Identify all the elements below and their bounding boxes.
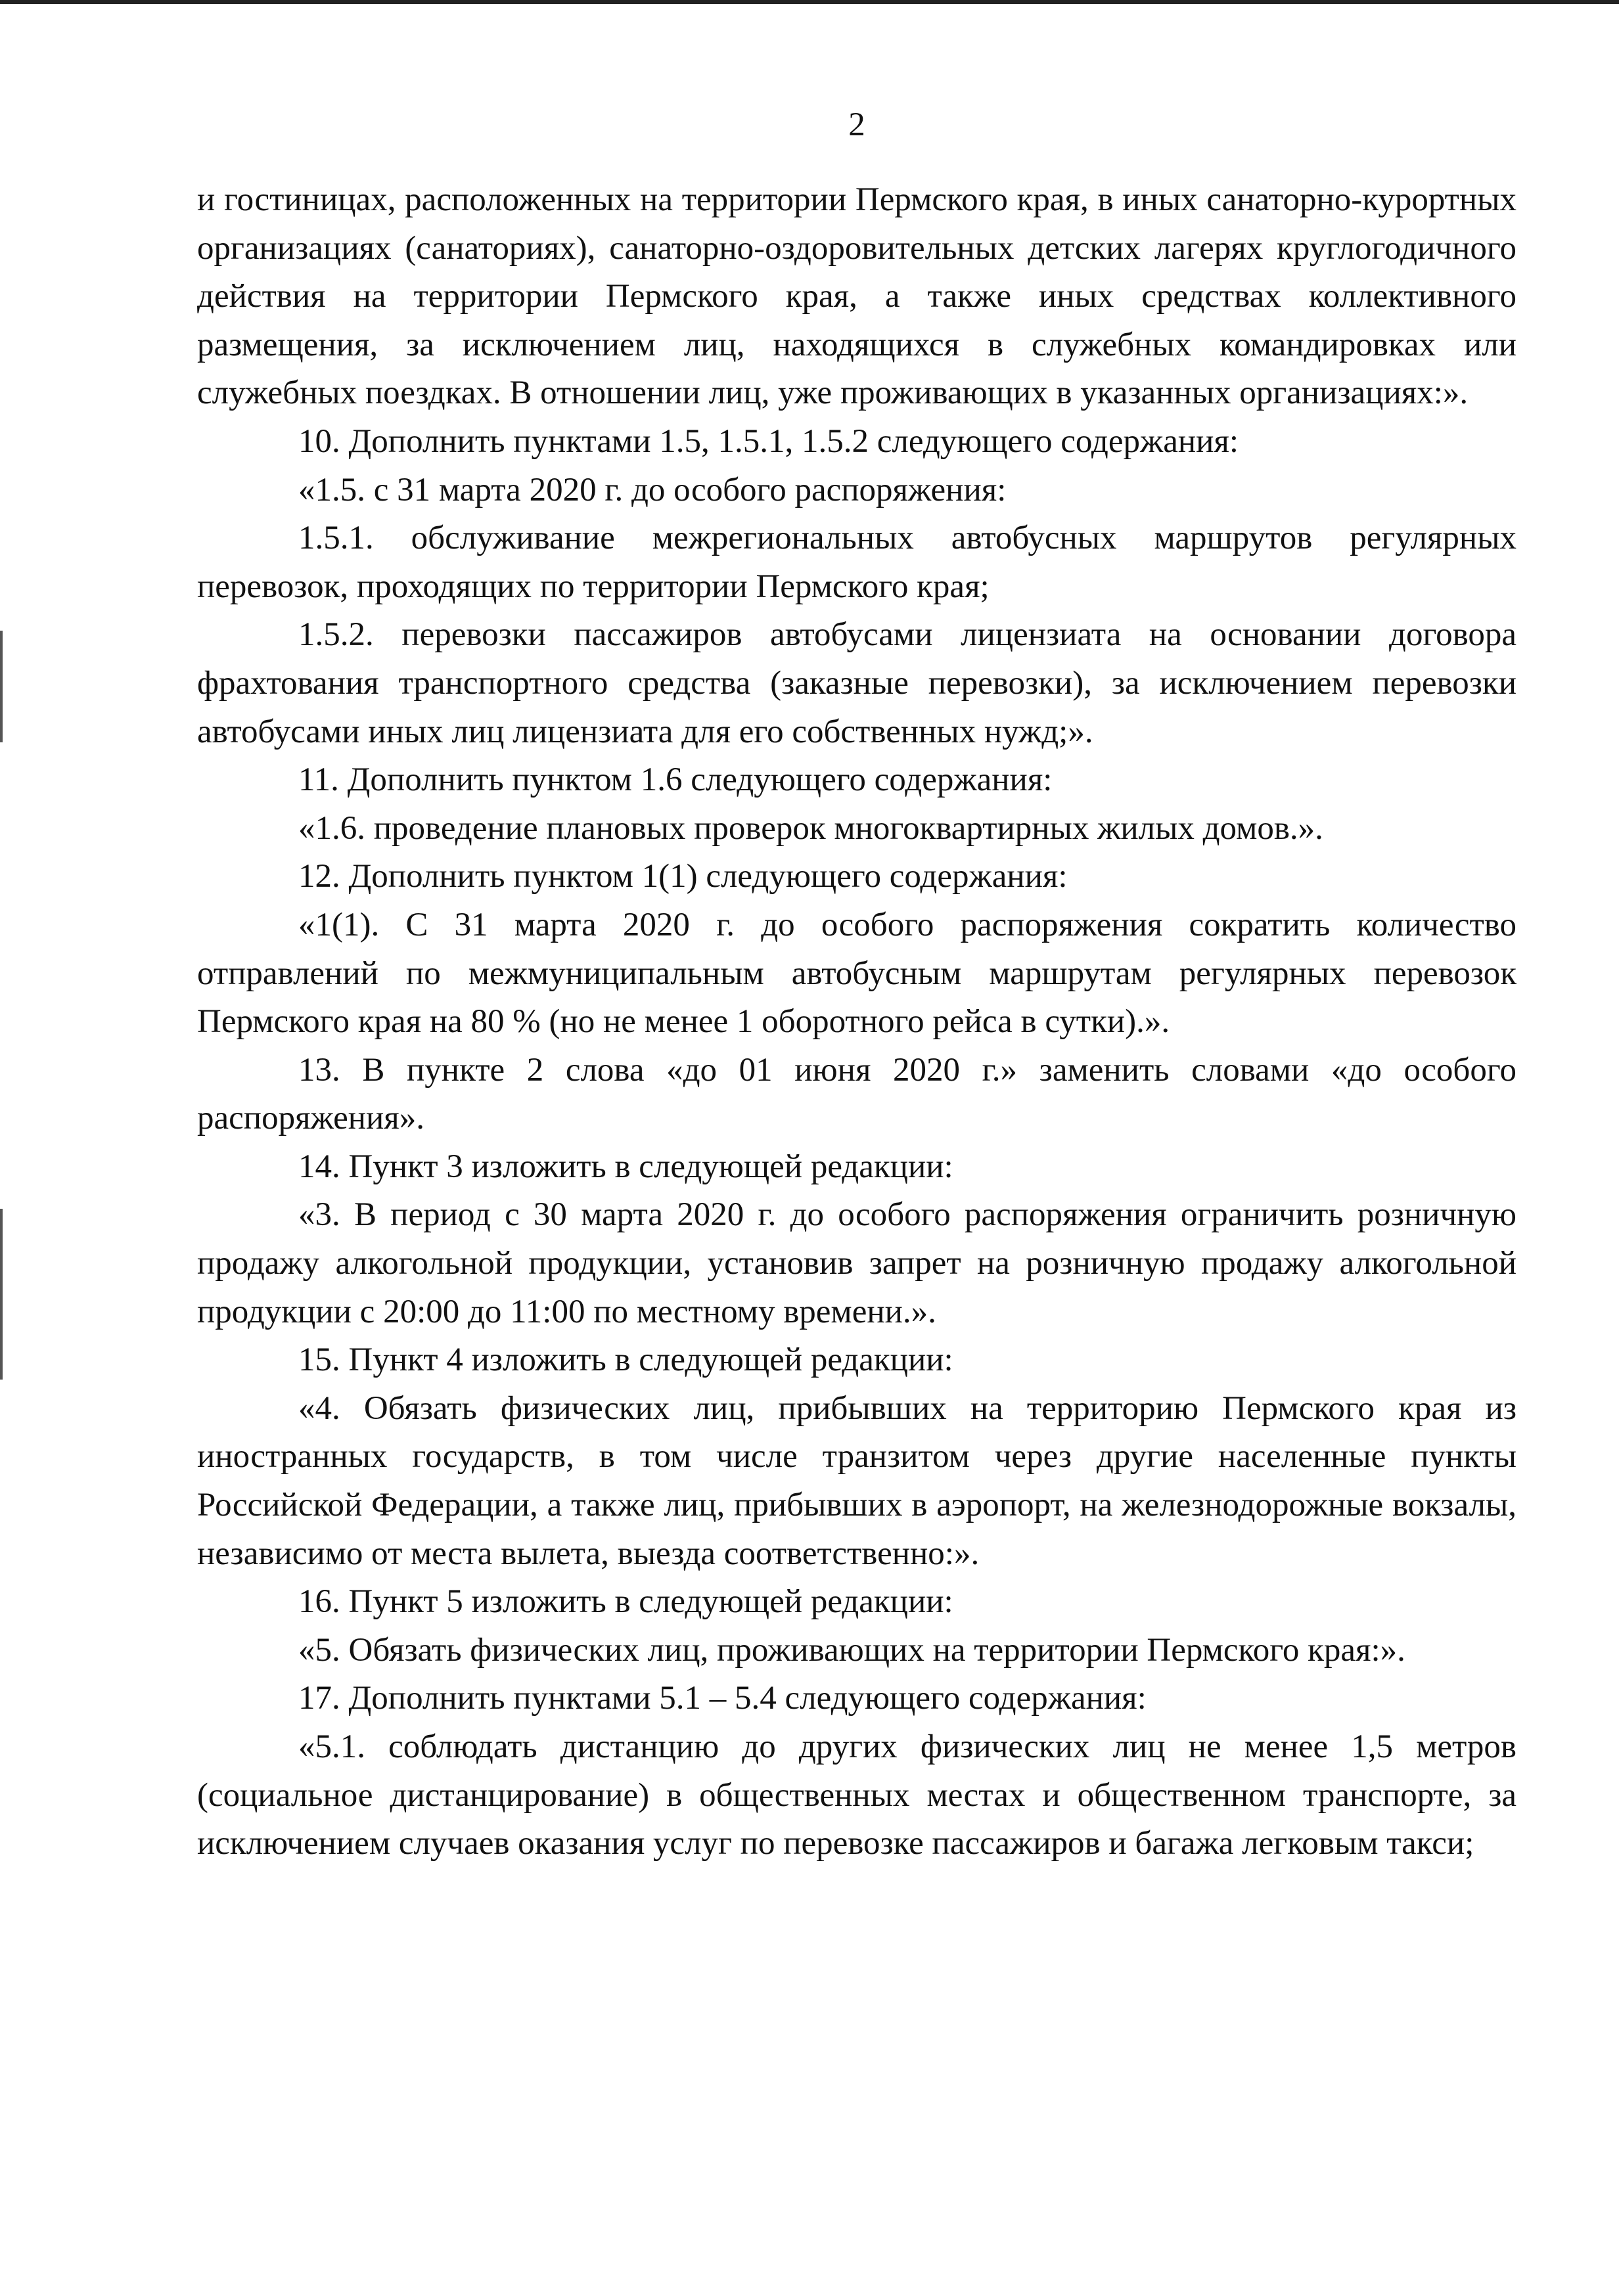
paragraph-item-10: 10. Дополнить пунктами 1.5, 1.5.1, 1.5.2 следующего содержания: [298,422,1239,460]
paragraph-item-12: 12. Дополнить пунктом 1(1) следующего содержания: [298,858,1068,895]
paragraph-quote-5: «5. Обязать физических лиц, проживающих на территории Пермского края:». [298,1631,1405,1669]
page-number: 2 [848,106,865,143]
paragraph-quote-3: «3. В период с 30 марта 2020 г. до особого распоряжения ограничить розничную продажу алкогольной продукции, установив запрет на розничную продажу алкогольной продукции с 20:00 до 11:00 по местному времени.». [197,1196,1516,1330]
paragraph-quote-4: «4. Обязать физических лиц, прибывших на территорию Пермского края из иностранных государств, в том числе транзитом через другие населенные пункты Российской Федерации, а также лиц, прибывших в аэропорт, на железнодорожные вокзалы, независимо от места вылета, выезда соответственно:». [197,1389,1516,1572]
paragraph-quote-1-6: «1.6. проведение плановых проверок многоквартирных жилых домов.». [298,809,1323,847]
left-scan-mark [0,631,3,742]
paragraph-item-14: 14. Пункт 3 изложить в следующей редакции: [298,1148,953,1185]
left-scan-mark [0,1209,3,1380]
paragraph-quote-1-5: «1.5. с 31 марта 2020 г. до особого распоряжения: [298,471,1007,508]
paragraph-item-11: 11. Дополнить пунктом 1.6 следующего содержания: [298,761,1053,799]
top-scan-border [0,0,1619,4]
paragraph-quote-1-1: «1(1). С 31 марта 2020 г. до особого распоряжения сократить количество отправлений по межмуниципальным автобусным маршрутам регулярных перевозок Пермского края на 80 % (но не менее 1 оборотного рейса в сутки).». [197,906,1516,1041]
paragraph-item-15: 15. Пункт 4 изложить в следующей редакции: [298,1341,953,1379]
paragraph-quote-1-5-1: 1.5.1. обслуживание межрегиональных автобусных маршрутов регулярных перевозок, проходящих по территории Пермского края; [197,520,1516,605]
paragraph-quote-5-1: «5.1. соблюдать дистанцию до других физических лиц не менее 1,5 метров (социальное дистанцирование) в общественных местах и общественном транспорте, за исключением случаев оказания услуг по перевозке пассажиров и багажа легковым такси; [197,1728,1516,1862]
paragraph-item-13: 13. В пункте 2 слова «до 01 июня 2020 г.» заменить словами «до особого распоряжения». [197,1051,1516,1137]
paragraph-quote-1-5-2: 1.5.2. перевозки пассажиров автобусами лицензиата на основании договора фрахтования транспортного средства (заказные перевозки), за исключением перевозки автобусами иных лиц лицензиата для его собственных нужд;». [197,616,1516,750]
paragraph-item-17: 17. Дополнить пунктами 5.1 – 5.4 следующего содержания: [298,1680,1147,1717]
paragraph-item-16: 16. Пункт 5 изложить в следующей редакции: [298,1583,953,1621]
document-page [197,105,1516,1868]
paragraph-continuation: и гостиницах, расположенных на территории Пермского края, в иных санаторно-курортных организациях (санаториях), санаторно-оздоровительных детских лагерях круглогодичного действия на территории Пермского края, а также иных средствах коллективного размещения, за исключением лиц, находящихся в служебных командировках или служебных поездках. В отношении лиц, уже проживающих в указанных организациях:». [197,181,1516,412]
